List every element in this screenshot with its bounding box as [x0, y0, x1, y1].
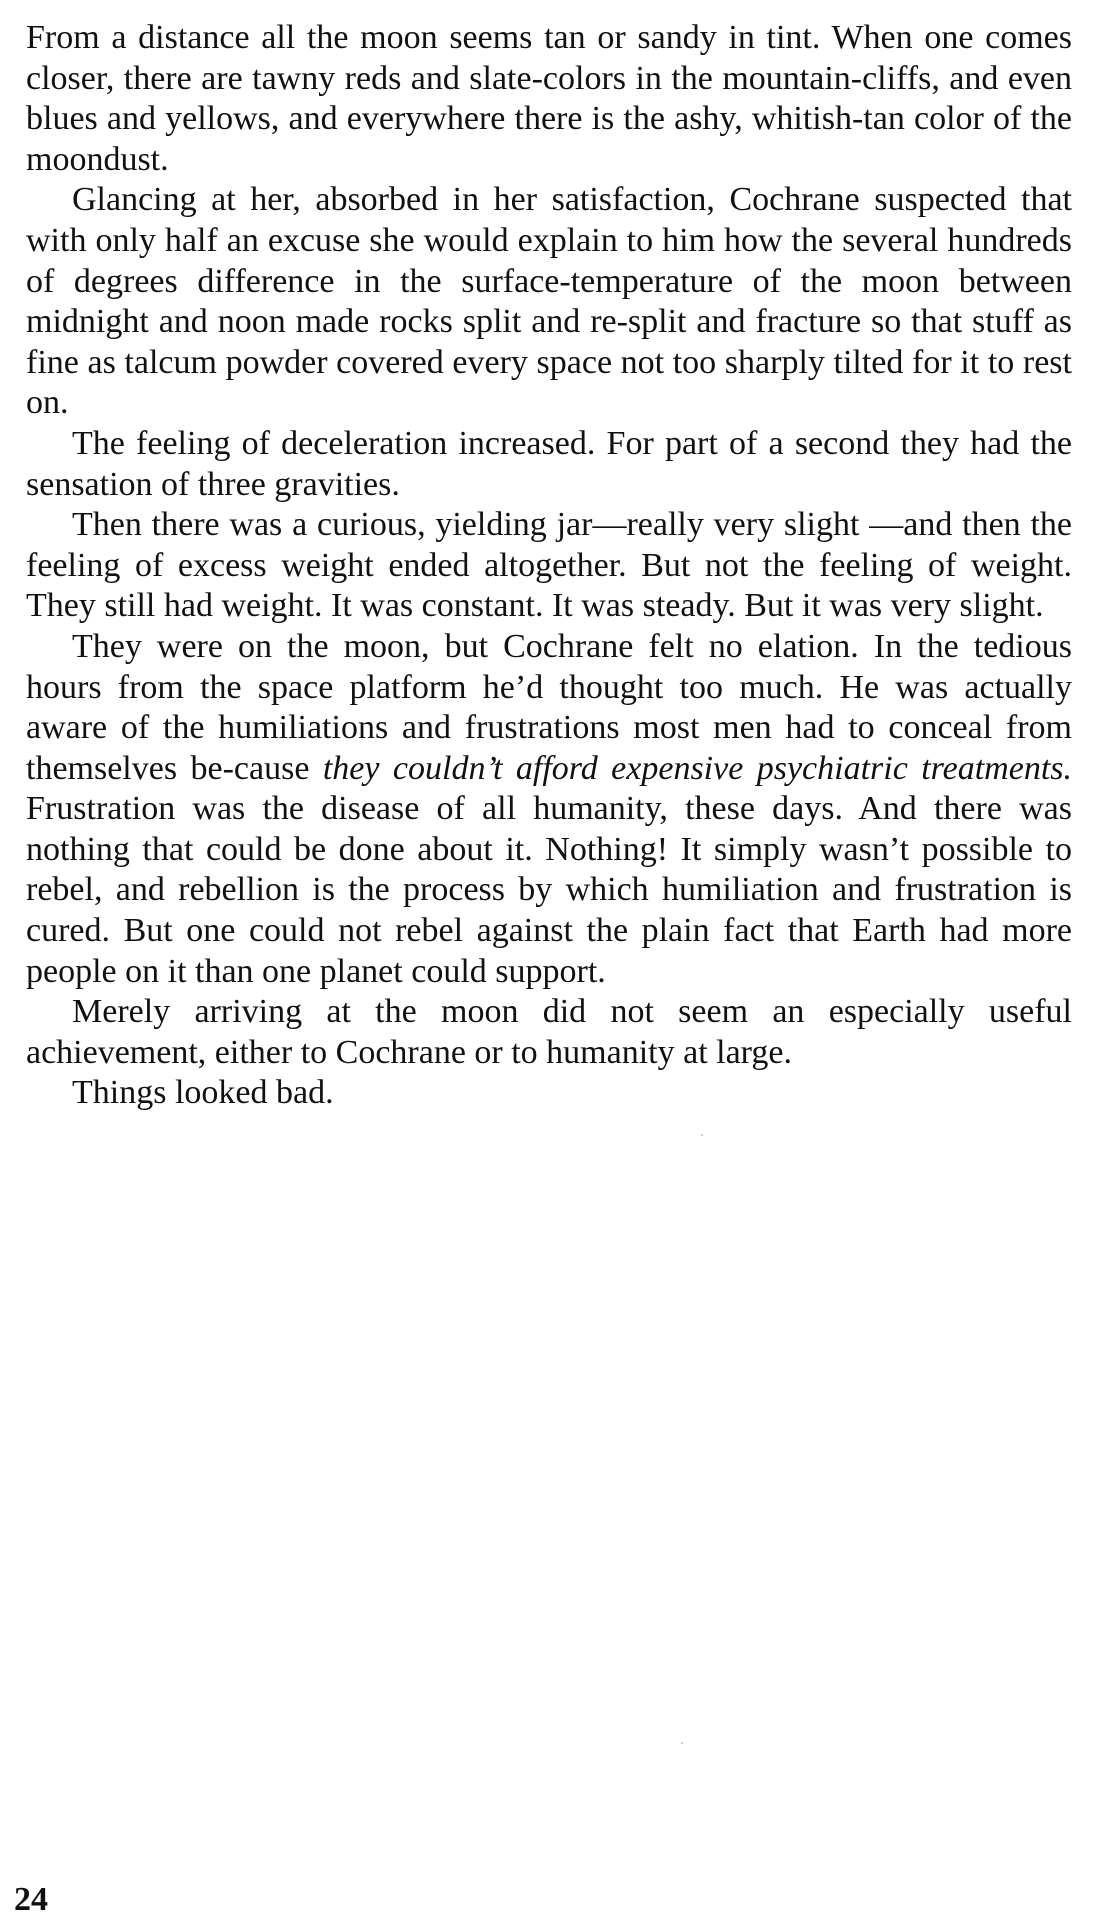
paragraph-5-italic: they couldn’t afford expensive psychiatric treatments.: [322, 749, 1072, 787]
print-speck: [701, 1134, 703, 1136]
paragraph-5: [26, 627, 1072, 992]
paragraph-1: From a distance all the moon seems tan or sandy in tint. When one comes closer, there are tawny reds and slate-colors in the mountain-cliffs, and even blues and yellows, and everywhere there is the ashy, whitish-tan color of the moondust.: [26, 19, 1072, 178]
paragraph-5-part-1: They were on the moon, but Cochrane felt no elation. In the tedious hours from the space platform he’d thought too much. He was actually aware of the humiliations and frustrations most men had to conceal from themselves be-cause: [26, 627, 1072, 787]
paragraph-7: Things looked bad.: [72, 1074, 334, 1112]
paragraph-2: Glancing at her, absorbed in her satisfaction, Cochrane suspected that with only half an excuse she would explain to him how the several hundreds of degrees difference in the surface-temperature of the moon between midnight and noon made rocks split and re-split and fracture so that stuff as fine as talcum powder covered every space not too sharply tilted for it to rest on.: [26, 181, 1072, 422]
paragraph-3: The feeling of deceleration increased. For part of a second they had the sensation of three gravities.: [26, 424, 1072, 503]
page-number: 24: [14, 1881, 48, 1918]
paragraph-5-part-2: Frustration was the disease of all humanity, these days. And there was nothing that could be done about it. Nothing! It simply wasn’t possible to rebel, and rebellion is the process by which humiliation and frustration is cured. But one could not rebel against the plain fact that Earth had more people on it than one planet could support.: [26, 790, 1072, 990]
body-text: [26, 18, 1072, 1114]
print-speck: [681, 1742, 683, 1744]
paragraph-6: Merely arriving at the moon did not seem an especially useful achievement, either to Cochrane or to humanity at large.: [26, 993, 1072, 1071]
paragraph-4: Then there was a curious, yielding jar—really very slight —and then the feeling of excess weight ended altogether. But not the feeling of weight. They still had weight. It was constant. It was steady. But it was very slight.: [26, 506, 1072, 625]
